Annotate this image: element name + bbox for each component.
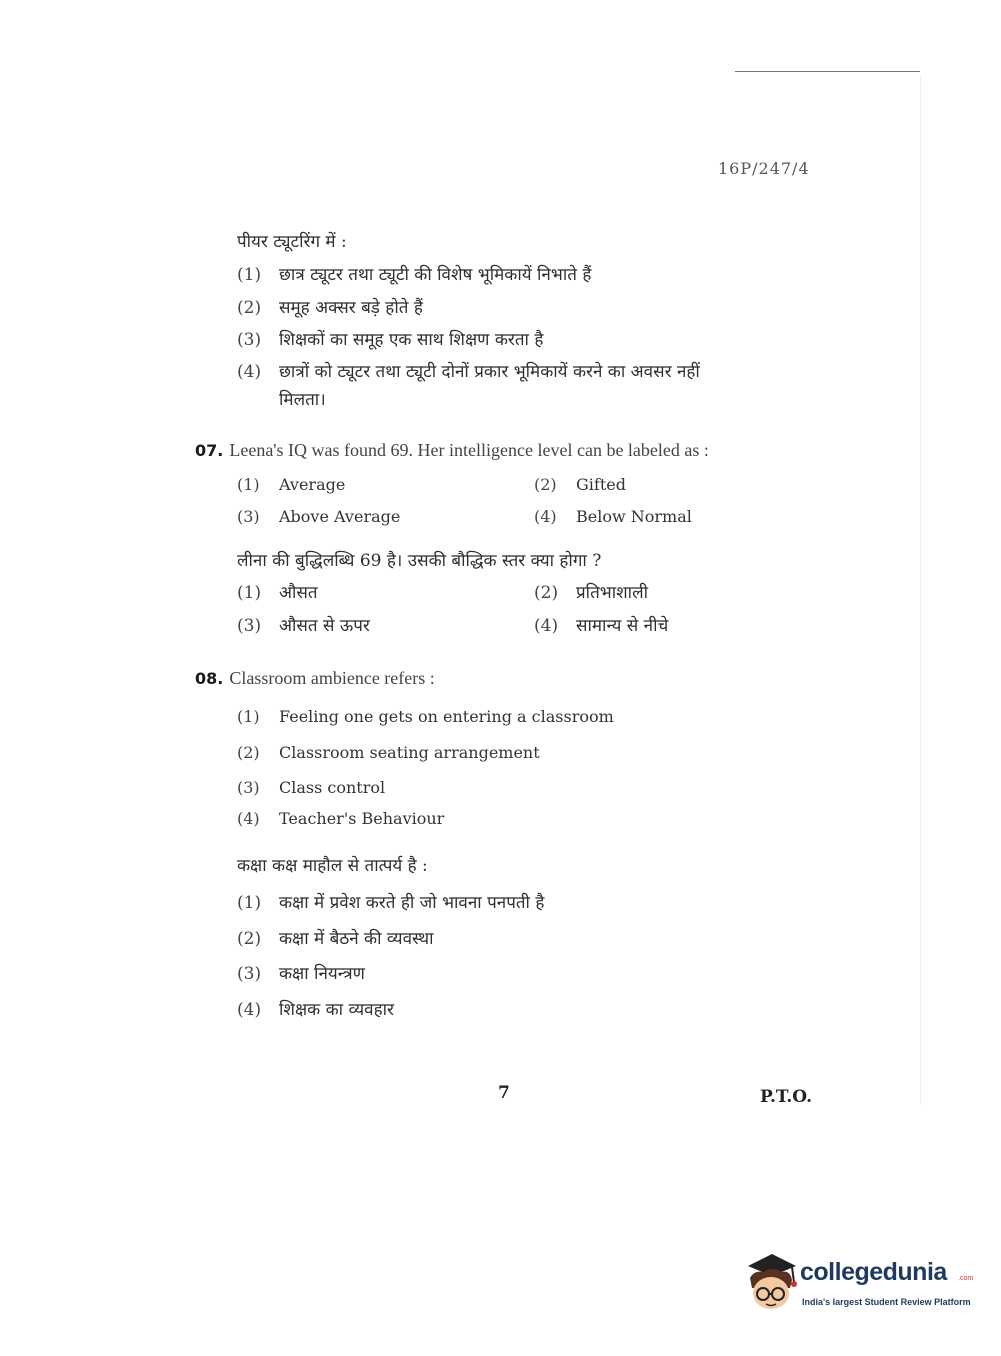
q08-option-2-english: (2) Classroom seating arrangement: [237, 743, 540, 762]
brand-name: collegedunia: [800, 1258, 947, 1286]
q08-option-3-hindi: (3) कक्षा नियन्त्रण: [237, 964, 365, 984]
q07-stem-english: 07. Leena's IQ was found 69. Her intelligence level can be labeled as :: [195, 440, 709, 460]
q08-number: 08.: [195, 669, 224, 688]
brand-tagline: India's largest Student Review Platform: [802, 1297, 971, 1307]
q08-option-1-english: (1) Feeling one gets on entering a classroom: [237, 707, 614, 726]
q07-option-2-hindi: (2) प्रतिभाशाली: [534, 583, 649, 603]
q08-option-1-hindi: (1) कक्षा में प्रवेश करते ही जो भावना पनपती है: [237, 893, 545, 913]
q08-stem-hindi: कक्षा कक्ष माहौल से तात्पर्य है :: [237, 856, 428, 876]
q07-option-3-english: (3) Above Average: [237, 507, 401, 526]
q08-option-4-hindi: (4) शिक्षक का व्यवहार: [237, 1000, 394, 1020]
page-number: 7: [498, 1083, 510, 1103]
collegedunia-watermark: [742, 1248, 972, 1318]
page-edge: [920, 75, 921, 1105]
q07-number: 07.: [195, 441, 224, 460]
q06-stem-hindi: पीयर ट्यूटरिंग में :: [237, 232, 347, 252]
paper-code: 16P/247/4: [718, 159, 810, 178]
q07-stem-hindi: लीना की बुद्धिलब्धि 69 है। उसकी बौद्धिक स्तर क्या होगा ?: [237, 551, 602, 571]
q07-option-4-english: (4) Below Normal: [534, 507, 692, 526]
brand-suffix: .com: [958, 1275, 974, 1282]
q08-option-2-hindi: (2) कक्षा में बैठने की व्यवस्था: [237, 929, 434, 949]
q07-option-1-hindi: (1) औसत: [237, 583, 318, 603]
q06-option-4-hindi-cont: मिलता।: [279, 390, 326, 410]
q08-option-4-english: (4) Teacher's Behaviour: [237, 809, 445, 828]
q08-stem-english: 08. Classroom ambience refers :: [195, 668, 435, 688]
q07-option-1-english: (1) Average: [237, 475, 346, 494]
q07-option-2-english: (2) Gifted: [534, 475, 626, 494]
pto-label: P.T.O.: [760, 1087, 812, 1107]
q07-option-4-hindi: (4) सामान्य से नीचे: [534, 616, 669, 636]
top-rule: [735, 71, 920, 72]
q08-option-3-english: (3) Class control: [237, 778, 386, 797]
q06-option-1-hindi: (1) छात्र ट्यूटर तथा ट्यूटी की विशेष भूमिकायें निभाते हैं: [237, 265, 592, 285]
q07-option-3-hindi: (3) औसत से ऊपर: [237, 616, 370, 636]
mascot-icon: [742, 1248, 800, 1318]
q06-option-3-hindi: (3) शिक्षकों का समूह एक साथ शिक्षण करता है: [237, 330, 544, 350]
q06-option-2-hindi: (2) समूह अक्सर बड़े होते हैं: [237, 298, 423, 318]
q06-option-4-hindi: (4) छात्रों को ट्यूटर तथा ट्यूटी दोनों प्रकार भूमिकायें करने का अवसर नहीं: [237, 362, 700, 382]
